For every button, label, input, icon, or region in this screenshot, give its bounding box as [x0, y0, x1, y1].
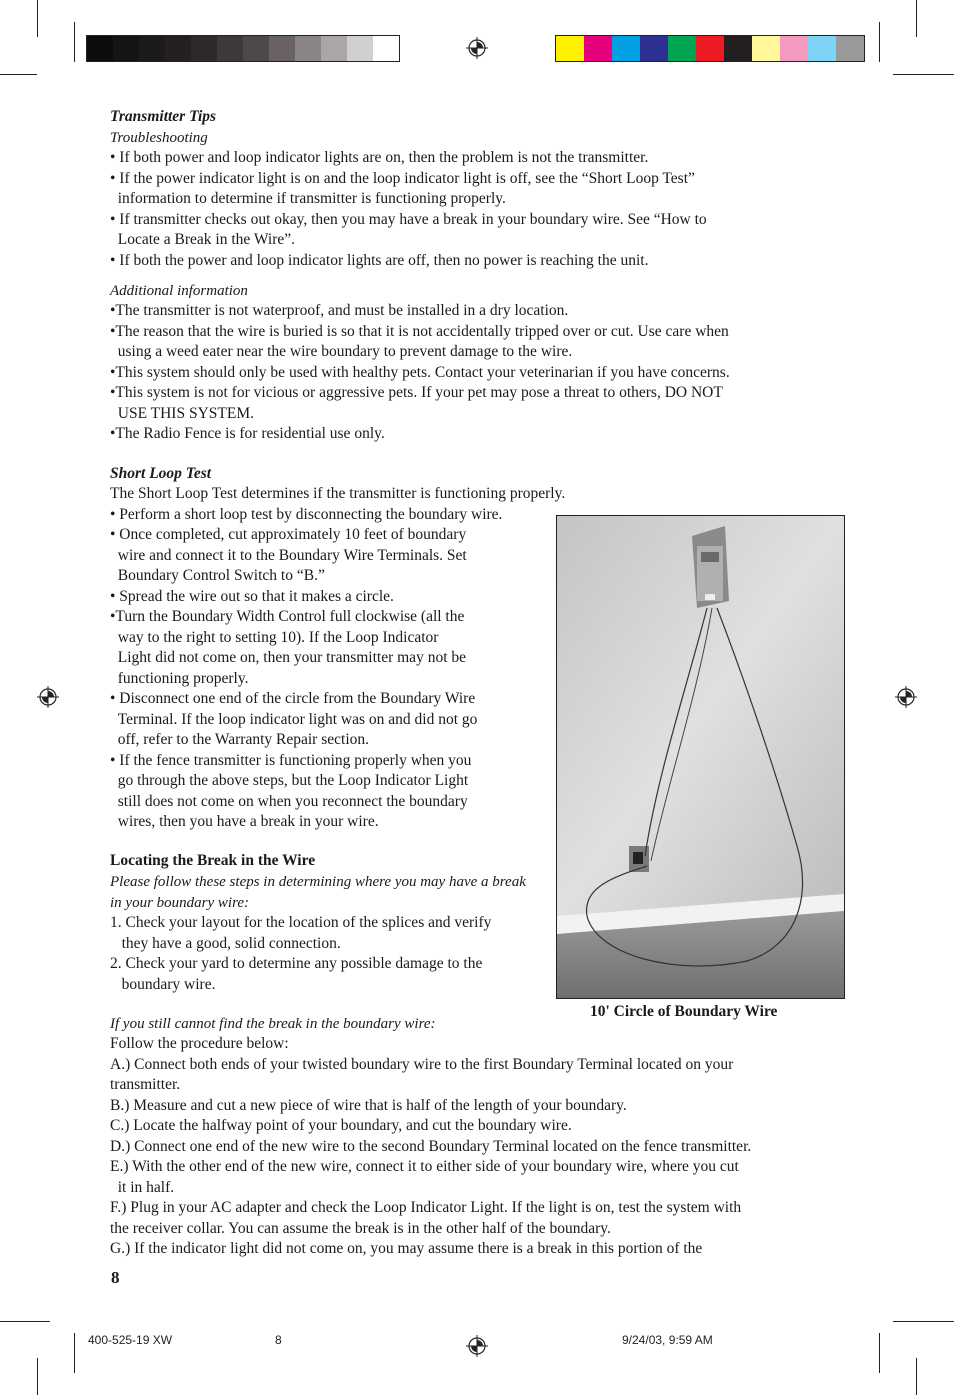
crop-mark [916, 1358, 917, 1395]
color-swatch [347, 36, 373, 61]
color-swatch [584, 36, 612, 61]
color-swatch [724, 36, 752, 61]
text-line: G.) If the indicator light did not come on, you may assume there is a break in this portion of the [110, 1240, 703, 1257]
color-bar [555, 35, 865, 62]
text-line: •This system should only be used with healthy pets. Contact your veterinarian if you have concerns. [110, 363, 730, 381]
color-swatch [780, 36, 808, 61]
color-swatch [113, 36, 139, 61]
color-swatch [269, 36, 295, 61]
still-cannot-find-text: If you still cannot find the break in the boundary wire: [110, 1016, 436, 1032]
boundary-wire-photo [556, 515, 845, 999]
crop-mark [893, 74, 954, 75]
text-line: •Turn the Boundary Width Control full clockwise (all the [110, 608, 465, 625]
page-number: 8 [111, 1268, 120, 1287]
color-swatch [556, 36, 584, 61]
text-line: A.) Connect both ends of your twisted boundary wire to the first Boundary Terminal located on your [110, 1055, 734, 1073]
text-line: • If both power and loop indicator lights are on, then the problem is not the transmitter. [110, 149, 649, 166]
color-swatch [752, 36, 780, 61]
text-line: wire and connect it to the Boundary Wire Terminals. Set [110, 546, 467, 564]
text-line: transmitter. [110, 1076, 181, 1093]
color-swatch [668, 36, 696, 61]
text-line: 2. Check your yard to determine any possible damage to the [110, 955, 483, 972]
crop-mark [0, 1321, 50, 1322]
text-line: 1. Check your layout for the location of the splices and verify [110, 914, 492, 931]
text-line: • If the power indicator light is on and the loop indicator light is off, see the “Short Loop Test” [110, 169, 695, 187]
crop-mark [74, 1333, 75, 1373]
color-swatch [612, 36, 640, 61]
text-line: • If the fence transmitter is functioning properly when you [110, 751, 472, 769]
color-swatch [191, 36, 217, 61]
text-line: way to the right to setting 10). If the Loop Indicator [110, 628, 439, 646]
color-swatch [165, 36, 191, 61]
text-line: •The reason that the wire is buried is so that it is not accidentally tripped over or cut. Use care when [110, 322, 729, 340]
color-swatch [321, 36, 347, 61]
color-swatch [808, 36, 836, 61]
text-line: in your boundary wire: [110, 894, 250, 911]
color-swatch [836, 36, 864, 61]
text-line: • Disconnect one end of the circle from the Boundary Wire [110, 690, 476, 707]
text-line: functioning properly. [110, 669, 249, 687]
text-line: off, refer to the Warranty Repair section. [110, 731, 369, 748]
color-swatch [87, 36, 113, 61]
crop-mark [74, 22, 75, 62]
subsection-title-troubleshooting: Troubleshooting [110, 130, 208, 146]
color-swatch [373, 36, 399, 61]
text-line: go through the above steps, but the Loop Indicator Light [110, 772, 469, 789]
text-line: they have a good, solid connection. [110, 934, 341, 952]
slug-page: 8 [275, 1333, 282, 1347]
text-line: using a weed eater near the wire boundary to prevent damage to the wire. [110, 343, 573, 360]
registration-mark-icon [466, 37, 488, 59]
subsection-title-additional-information: Additional information [110, 283, 248, 299]
crop-mark [916, 0, 917, 37]
color-swatch [696, 36, 724, 61]
text-line: The Short Loop Test determines if the transmitter is functioning properly. [110, 485, 566, 502]
color-swatch [640, 36, 668, 61]
color-swatch [295, 36, 321, 61]
registration-mark-icon [895, 686, 917, 708]
crop-mark [37, 0, 38, 37]
text-line: Terminal. If the loop indicator light was on and did not go [110, 710, 478, 728]
photo-caption: 10' Circle of Boundary Wire [590, 1003, 778, 1020]
text-line: D.) Connect one end of the new wire to the second Boundary Terminal located on the fence transmitter. [110, 1137, 752, 1155]
grayscale-bar [86, 35, 400, 62]
text-line: E.) With the other end of the new wire, connect it to either side of your boundary wire, where you cut [110, 1158, 739, 1175]
registration-mark-icon [466, 1335, 488, 1357]
text-line: •This system is not for vicious or aggressive pets. If your pet may pose a threat to others, DO NOT [110, 384, 723, 401]
text-line: •The transmitter is not waterproof, and must be installed in a dry location. [110, 302, 569, 319]
text-line: Locate a Break in the Wire”. [110, 231, 296, 248]
text-line: Follow the procedure below: [110, 1035, 289, 1052]
crop-mark [879, 22, 880, 62]
text-line: • Perform a short loop test by disconnecting the boundary wire. [110, 505, 503, 523]
text-line: Please follow these steps in determining where you may have a break [110, 874, 526, 890]
color-swatch [217, 36, 243, 61]
crop-mark [879, 1333, 880, 1373]
text-line: USE THIS SYSTEM. [110, 404, 254, 422]
text-line: Boundary Control Switch to “B.” [110, 567, 325, 584]
text-line: • If both the power and loop indicator lights are off, then no power is reaching the unit. [110, 251, 649, 269]
text-line: C.) Locate the halfway point of your boundary, and cut the boundary wire. [110, 1117, 572, 1134]
crop-mark [893, 1321, 954, 1322]
slug-job-number: 400-525-19 XW [88, 1333, 173, 1347]
crop-mark [0, 74, 37, 75]
text-line: F.) Plug in your AC adapter and check the Loop Indicator Light. If the light is on, test the system with [110, 1199, 742, 1216]
text-line: it in half. [110, 1178, 175, 1196]
registration-mark-icon [37, 686, 59, 708]
text-line: • If transmitter checks out okay, then you may have a break in your boundary wire. See “How to [110, 210, 707, 228]
section-title-transmitter-tips: Transmitter Tips [110, 108, 217, 125]
text-line: • Once completed, cut approximately 10 feet of boundary [110, 526, 467, 543]
section-title-locating-break: Locating the Break in the Wire [110, 852, 316, 869]
text-line: •The Radio Fence is for residential use only. [110, 425, 385, 442]
text-line: • Spread the wire out so that it makes a circle. [110, 587, 394, 605]
text-line: wires, then you have a break in your wire. [110, 813, 379, 830]
section-title-short-loop-test: Short Loop Test [110, 465, 212, 482]
text-line: B.) Measure and cut a new piece of wire that is half of the length of your boundary. [110, 1096, 627, 1114]
text-line: still does not come on when you reconnect the boundary [110, 792, 468, 810]
color-swatch [139, 36, 165, 61]
text-line: the receiver collar. You can assume the break is in the other half of the boundary. [110, 1219, 611, 1237]
color-swatch [243, 36, 269, 61]
text-line: boundary wire. [110, 975, 216, 993]
crop-mark [37, 1358, 38, 1395]
text-line: Light did not come on, then your transmitter may not be [110, 649, 467, 666]
slug-date: 9/24/03, 9:59 AM [622, 1333, 713, 1347]
text-line: information to determine if transmitter is functioning properly. [110, 190, 506, 207]
